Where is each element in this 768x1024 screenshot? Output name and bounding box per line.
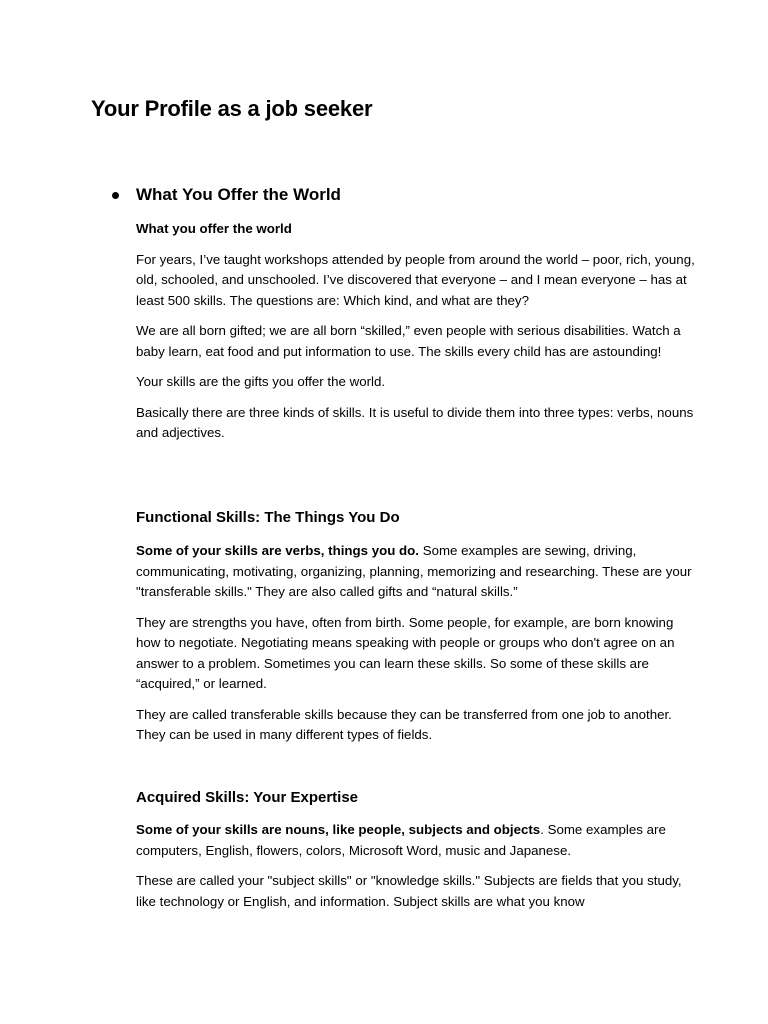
section-bullet-item — [112, 182, 341, 208]
paragraph: These are called your "subject skills" or "knowledge skills." Subjects are fields that you study, like technology or English, and information. Subject skills are what you know — [136, 873, 682, 909]
section-body — [136, 219, 696, 444]
functional-skills-body — [136, 541, 696, 746]
paragraph — [136, 820, 696, 861]
acquired-skills-title: Acquired Skills: Your Expertise — [136, 789, 359, 806]
section-subheading: What you offer the world — [136, 221, 292, 236]
paragraph: Basically there are three kinds of skills. It is useful to divide them into three types: verbs, nouns and adjectives. — [136, 404, 694, 440]
paragraph — [136, 541, 696, 603]
bold-lead: Some of your skills are verbs, things you do. — [136, 543, 420, 558]
paragraph: Your skills are the gifts you offer the world. — [136, 374, 386, 389]
document-title: Your Profile as a job seeker — [91, 96, 373, 121]
functional-skills-title: Functional Skills: The Things You Do — [136, 509, 400, 526]
bold-lead: Some of your skills are nouns, like people, subjects and objects — [136, 822, 541, 837]
acquired-skills-body — [136, 820, 696, 912]
section-heading: What You Offer the World — [136, 185, 341, 204]
paragraph: They are called transferable skills because they can be transferred from one job to another. They can be used in many different types of fields. — [136, 706, 672, 742]
paragraph: We are all born gifted; we are all born “skilled,” even people with serious disabilities. Watch a baby learn, eat food and put information to use. The skills every child has are astounding! — [136, 323, 681, 359]
paragraph-text: . Some examples are computers, English, flowers, colors, Microsoft Word, music and Japanese. — [136, 822, 666, 858]
paragraph: For years, I’ve taught workshops attended by people from around the world – poor, rich, young, old, schooled, and unschooled. I’ve discovered that everyone – and I mean everyone – has at least 500 skills. The questions are: Which kind, and what are they? — [136, 251, 695, 308]
bullet-icon — [112, 192, 119, 199]
paragraph: They are strengths you have, often from birth. Some people, for example, are born knowing how to negotiate. Negotiating means speaking with people or groups who don't agree on an answer to a problem. Sometimes you can learn these skills. So some of these skills are “acquired,” or learned. — [136, 614, 675, 691]
paragraph-text: Some examples are sewing, driving, communicating, motivating, organizing, planning, memorizing and researching. These are your "transferable skills." They are also called gifts and “natural skills.” — [136, 543, 692, 599]
